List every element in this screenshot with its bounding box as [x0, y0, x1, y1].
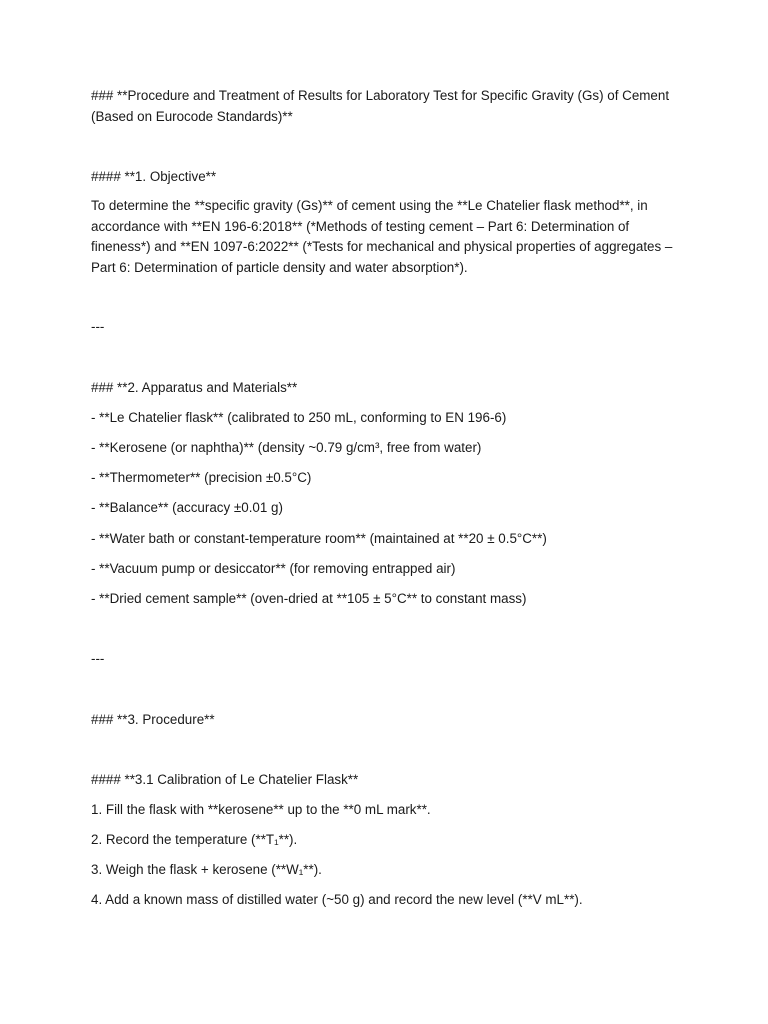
list-item: - **Vacuum pump or desiccator** (for removing entrapped air) — [91, 561, 456, 576]
list-item: - **Dried cement sample** (oven-dried at **105 ± 5°C** to constant mass) — [91, 591, 527, 606]
step-item: 1. Fill the flask with **kerosene** up to the **0 mL mark**. — [91, 802, 431, 817]
list-item: - **Balance** (accuracy ±0.01 g) — [91, 500, 283, 515]
separator: --- — [91, 651, 105, 666]
objective-heading: #### **1. Objective** — [91, 169, 217, 184]
step-item: 3. Weigh the flask + kerosene (**W₁**). — [91, 862, 322, 877]
document-title: ### **Procedure and Treatment of Results for Laboratory Test for Specific Gravity (Gs) of Cement (Based on Eurocode Standards)** — [91, 88, 673, 124]
list-item: - **Water bath or constant-temperature room** (maintained at **20 ± 0.5°C**) — [91, 531, 547, 546]
list-item: - **Le Chatelier flask** (calibrated to 250 mL, conforming to EN 196-6) — [91, 410, 507, 425]
step-item: 4. Add a known mass of distilled water (~50 g) and record the new level (**V mL**). — [91, 892, 583, 907]
procedure-heading: ### **3. Procedure** — [91, 712, 215, 727]
list-item: - **Thermometer** (precision ±0.5°C) — [91, 470, 312, 485]
separator: --- — [91, 319, 105, 334]
objective-paragraph: To determine the **specific gravity (Gs)** of cement using the **Le Chatelier flask method**, in accordance with **EN 196-6:2018** (*Methods of testing cement – Part 6: Determination of fineness*) and **EN 1097-6:2022** (*Tests for mechanical and physical properties of aggregates – Part 6: Determination of particle density and water absorption*). — [91, 198, 677, 275]
step-item: 2. Record the temperature (**T₁**). — [91, 832, 298, 847]
apparatus-heading: ### **2. Apparatus and Materials** — [91, 380, 298, 395]
calibration-subheading: #### **3.1 Calibration of Le Chatelier Flask** — [91, 772, 359, 787]
list-item: - **Kerosene (or naphtha)** (density ~0.79 g/cm³, free from water) — [91, 440, 482, 455]
